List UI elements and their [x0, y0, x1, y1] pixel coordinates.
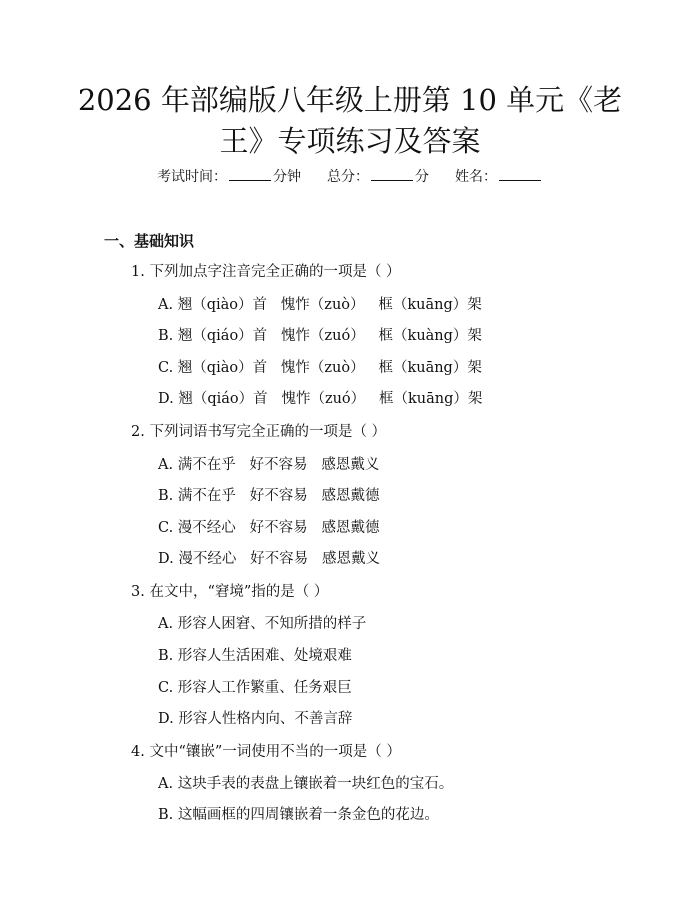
- question-stem: 2. 下列词语书写完全正确的一项是（ ）: [131, 424, 387, 440]
- option-item: B. 翘（qiáo）首 愧怍（zuó） 框（kuàng）架: [158, 328, 482, 344]
- score-label: 总分：: [327, 169, 369, 185]
- question-stem: 3. 在文中，“窘境”指的是（ ）: [131, 584, 329, 600]
- section-heading: 一、基础知识: [104, 232, 195, 250]
- option-item: A. 形容人困窘、不知所措的样子: [158, 616, 367, 632]
- title-line-2: 王》专项练习及答案: [219, 124, 481, 158]
- exam-meta: [0, 166, 700, 186]
- score-unit: 分: [415, 169, 429, 185]
- time-label: 考试时间：: [157, 169, 227, 185]
- option-item: A. 翘（qiào）首 愧怍（zuò） 框（kuāng）架: [158, 297, 482, 313]
- question-stem: 1. 下列加点字注音完全正确的一项是（ ）: [131, 264, 401, 280]
- option-item: D. 漫不经心 好不容易 感恩戴义: [158, 551, 380, 567]
- option-item: B. 形容人生活困难、处境艰难: [158, 648, 352, 664]
- name-label: 姓名：: [455, 169, 497, 185]
- option-item: A. 这块手表的表盘上镶嵌着一块红色的宝石。: [158, 776, 454, 792]
- option-item: B. 这幅画框的四周镶嵌着一条金色的花边。: [158, 807, 439, 823]
- option-item: C. 形容人工作繁重、任务艰巨: [158, 680, 352, 696]
- question-stem: 4. 文中“镶嵌”一词使用不当的一项是（ ）: [131, 744, 401, 760]
- time-blank: [229, 168, 271, 181]
- score-blank: [371, 168, 413, 181]
- option-item: D. 翘（qiáo）首 愧怍（zuó） 框（kuāng）架: [158, 391, 483, 407]
- option-item: D. 形容人性格内向、不善言辞: [158, 711, 353, 727]
- name-blank: [499, 168, 541, 181]
- option-item: C. 翘（qiào）首 愧怍（zuò） 框（kuāng）架: [158, 360, 482, 376]
- time-unit: 分钟: [273, 169, 301, 185]
- title-line-1: 2026 年部编版八年级上册第 10 单元《老: [77, 83, 623, 117]
- option-item: B. 满不在乎 好不容易 感恩戴德: [158, 488, 380, 504]
- option-item: A. 满不在乎 好不容易 感恩戴义: [158, 457, 380, 473]
- option-item: C. 漫不经心 好不容易 感恩戴德: [158, 520, 380, 536]
